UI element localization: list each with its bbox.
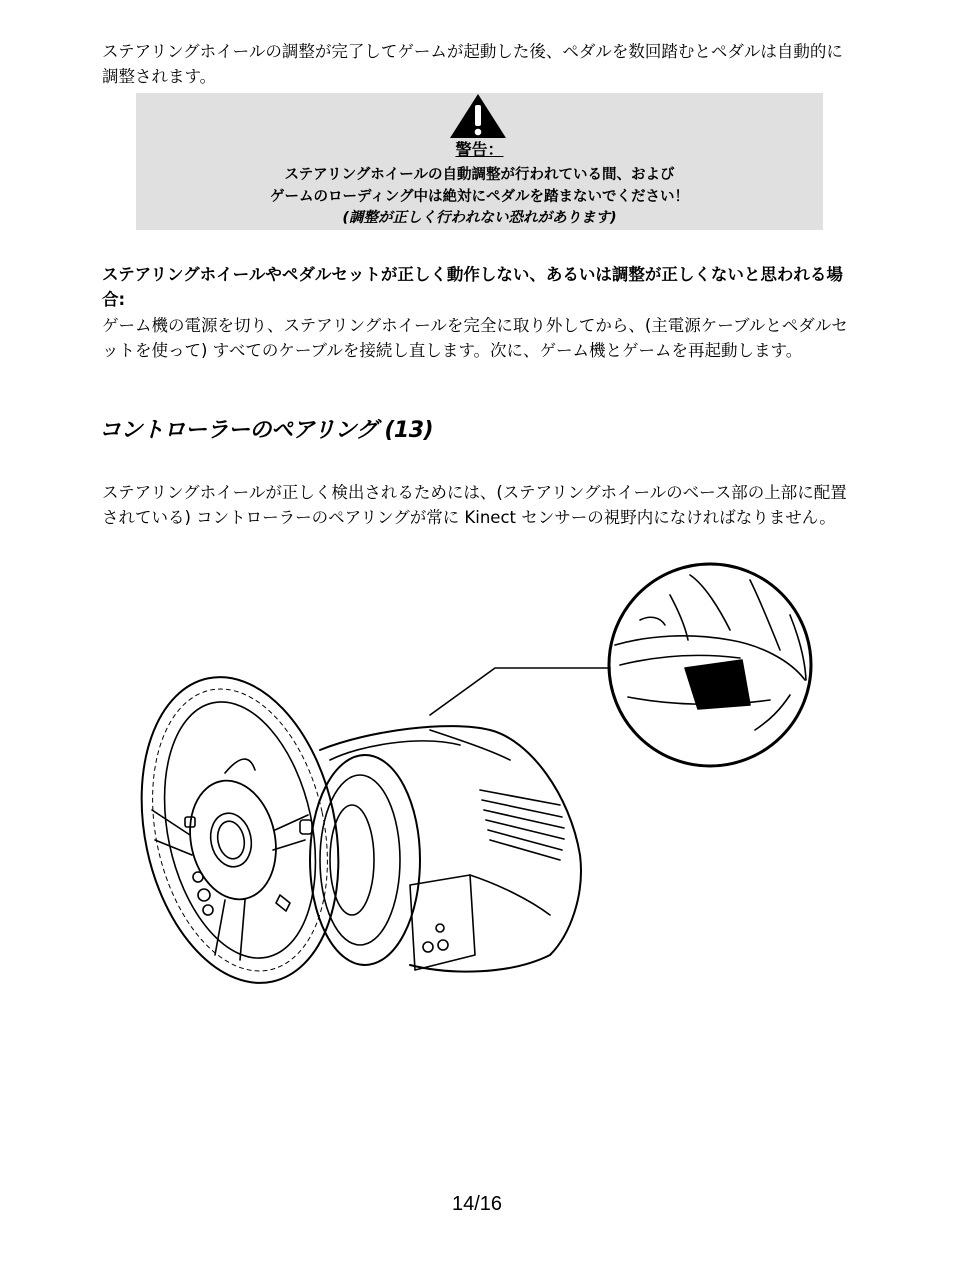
page-number: 14/16 <box>451 1193 503 1215</box>
troubleshoot-heading: ステアリングホイールやペダルセットが正しく動作しない、あるいは調整が正しくないと思われる場合: <box>102 265 843 309</box>
warning-line-3: (調整が正しく行われない恐れがあります) <box>342 210 617 226</box>
pairing-paragraph: ステアリングホイールが正しく検出されるためには、(ステアリングホイールのベース部の上部に配置されている) コントローラーのペアリングが常に Kinect センサーの視野内になければなりません。 <box>102 483 847 527</box>
wheel-base <box>310 726 581 971</box>
warning-triangle-icon <box>448 93 508 139</box>
wheel <box>130 659 365 1002</box>
warning-box <box>136 93 823 230</box>
warning-line-1: ステアリングホイールの自動調整が行われている間、および <box>284 167 675 183</box>
warning-title: 警告： <box>455 140 504 159</box>
zoom-detail <box>609 564 811 766</box>
intro-paragraph: ステアリングホイールの調整が完了してゲームが起動した後、ペダルを数回踏むとペダルは自動的に調整されます。 <box>102 42 843 86</box>
section-heading: コントローラーのペアリング (13) <box>99 418 434 443</box>
steering-wheel-illustration <box>130 555 830 1005</box>
troubleshoot-paragraph: ゲーム機の電源を切り、ステアリングホイールを完全に取り外してから、(主電源ケーブルとペダルセットを使って) すべてのケーブルを接続し直します。次に、ゲーム機とゲームを再起動します。 <box>102 316 848 360</box>
warning-line-2: ゲームのローディング中は絶対にペダルを踏まないでください！ <box>269 189 690 205</box>
